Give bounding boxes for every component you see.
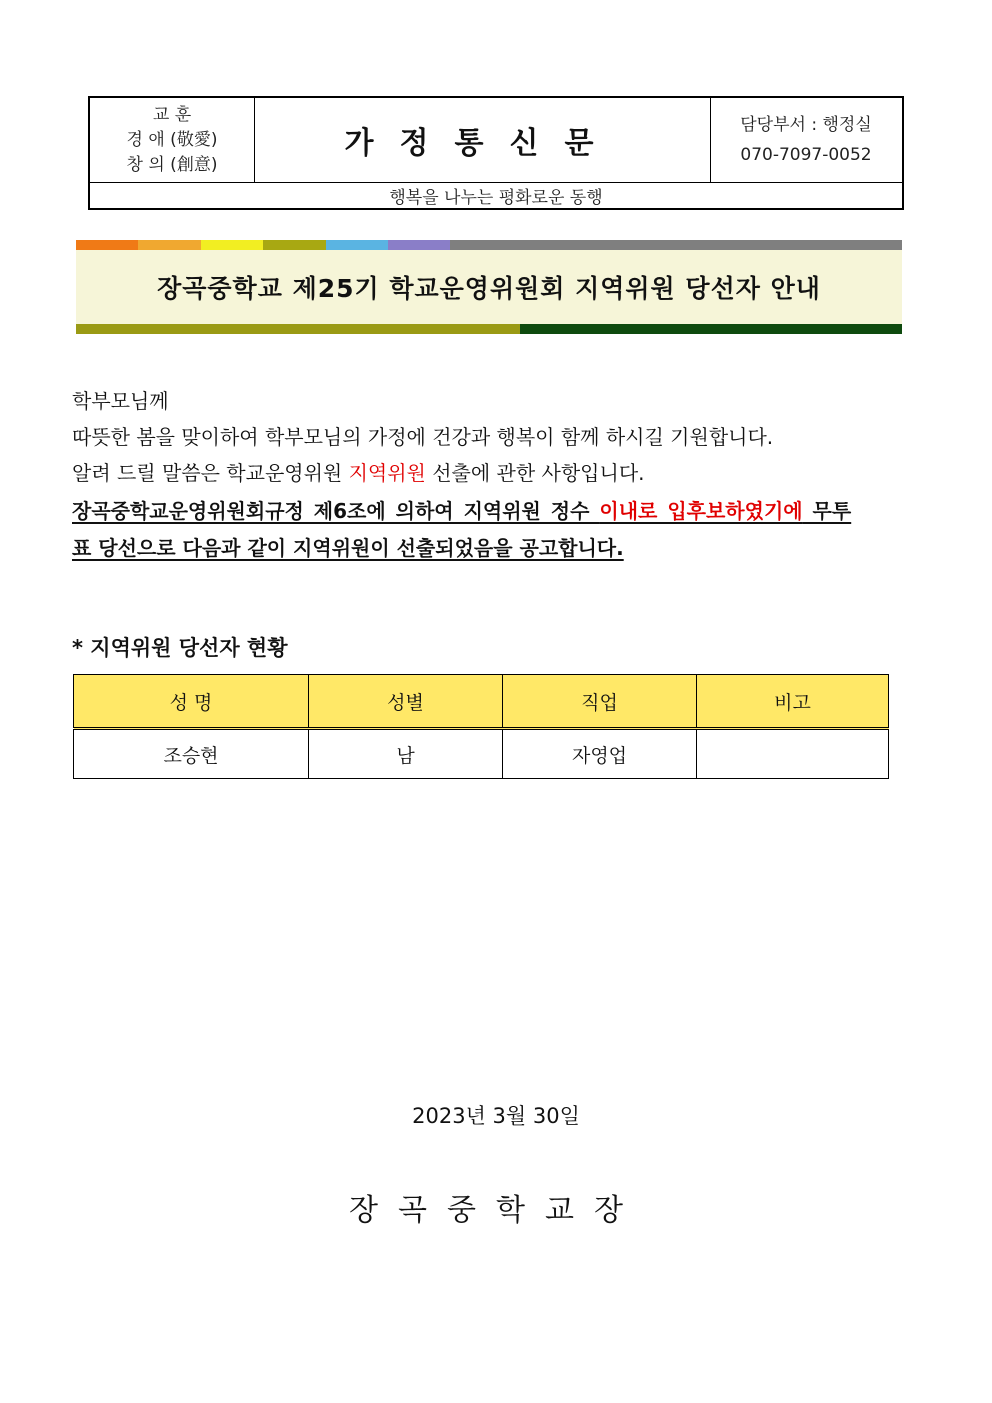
body-line	[72, 455, 645, 491]
announcement-banner	[76, 240, 902, 334]
newsletter-header	[88, 96, 904, 210]
highlighted-text: 지역위원	[348, 461, 426, 485]
stripe-segment	[201, 240, 263, 250]
motto-line: 창 의 (創意)	[126, 154, 218, 175]
color-stripe-bottom	[76, 324, 902, 334]
cell-occupation: 자영업	[503, 729, 697, 779]
school-slogan: 행복을 나누는 평화로운 동행	[90, 182, 902, 208]
stripe-segment	[450, 240, 902, 250]
motto-line: 경 애 (敬愛)	[126, 129, 218, 150]
greeting: 학부모님께	[72, 389, 169, 413]
stripe-segment	[76, 324, 520, 334]
notice-line	[72, 493, 922, 529]
notice-line: 표 당선으로 다음과 같이 지역위원이 선출되었음을 공고합니다.	[72, 536, 624, 560]
text-segment: 알려 드릴 말씀은 학교운영위원	[72, 461, 349, 485]
header-cell-gender: 성별	[309, 675, 503, 729]
cell-gender: 남	[309, 729, 503, 779]
table-row	[74, 729, 889, 779]
department: 담당부서 : 행정실	[740, 115, 872, 135]
body-line: 따뜻한 봄을 맞이하여 학부모님의 가정에 건강과 행복이 함께 하시길 기원합니다.	[72, 425, 774, 449]
text-segment: 무투	[802, 499, 852, 523]
table-header-row	[74, 675, 889, 729]
header-cell-remarks: 비고	[697, 675, 889, 729]
motto-line: 교 훈	[152, 104, 192, 125]
issue-date: 2023년 3월 30일	[412, 1104, 580, 1128]
principal-signature: 장곡중학교장	[349, 1193, 643, 1228]
phone-number: 070-7097-0052	[740, 145, 872, 165]
header-cell-name: 성 명	[74, 675, 309, 729]
stripe-segment	[326, 240, 388, 250]
text-segment: 선출에 관한 사항입니다.	[425, 461, 645, 485]
newsletter-title: 가정통신문	[254, 98, 711, 182]
cell-remarks	[697, 729, 889, 779]
stripe-segment	[263, 240, 326, 250]
announcement-title: 장곡중학교 제25기 학교운영위원회 지역위원 당선자 안내	[157, 274, 821, 303]
stripe-segment	[138, 240, 201, 250]
elected-member-table	[73, 674, 889, 779]
stripe-segment	[388, 240, 450, 250]
section-title: * 지역위원 당선자 현황	[72, 636, 288, 660]
contact-info	[710, 98, 902, 182]
highlighted-text: 이내로 입후보하였기에	[599, 499, 803, 523]
header-cell-occupation: 직업	[503, 675, 697, 729]
cell-name: 조승현	[74, 729, 309, 779]
text-segment: 장곡중학교운영위원회규정 제6조에 의하여 지역위원 정수	[72, 499, 600, 523]
stripe-segment	[520, 324, 902, 334]
color-stripe-top	[76, 240, 902, 250]
school-motto	[90, 98, 255, 182]
stripe-segment	[76, 240, 138, 250]
